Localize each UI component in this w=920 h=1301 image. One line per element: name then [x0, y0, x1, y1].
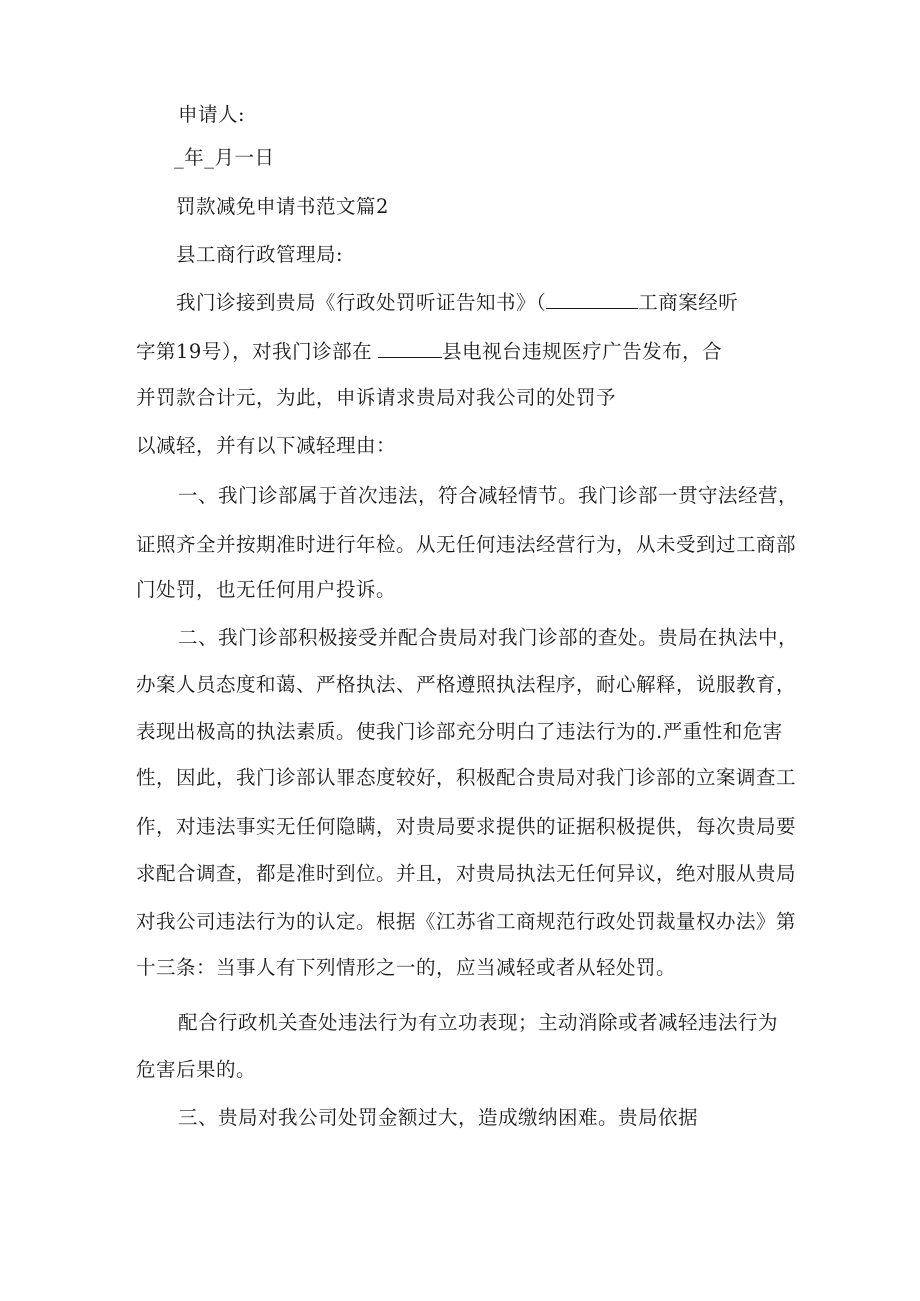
reason2-line-5: 作，对违法事实无任何隐瞒，对贵局要求提供的证据积极提供，每次贵局要: [136, 815, 797, 838]
date-line: _年_月一日: [174, 146, 275, 169]
reason2-line-2: 办案人员态度和蔼、严格执法、严格遵照执法程序，耐心解释，说服教育，: [136, 673, 797, 696]
reason2-line-7: 对我公司违法行为的认定。根据《江苏省工商规范行政处罚裁量权办法》第: [136, 910, 797, 933]
intro-line-1-tail: 工商案经听: [638, 291, 739, 314]
reason1-line-3: 门处罚，也无任何用户投诉。: [136, 578, 397, 601]
intro-line-2: [136, 339, 722, 364]
clause-line-2: 危害后果的。: [136, 1058, 257, 1081]
intro-line-4: 以减轻，并有以下减轻理由：: [136, 434, 397, 457]
intro-line-1: [176, 290, 738, 315]
reason2-line-8: 十三条：当事人有下列情形之一的，应当减轻或者从轻处罚。: [136, 956, 677, 979]
case-number-blank: [546, 290, 638, 309]
intro-line-2-text: 字第19号），对我门诊部在: [136, 340, 373, 363]
county-blank: [378, 339, 442, 358]
intro-line-2-tail: 县电视台违规医疗广告发布，合: [442, 340, 723, 363]
reason2-line-1: 二、我门诊部积极接受并配合贵局对我门诊部的查处。贵局在执法中，: [178, 626, 799, 649]
clause-line-1: 配合行政机关查处违法行为有立功表现；主动消除或者减轻违法行为: [178, 1011, 779, 1034]
applicant-label: 申请人:: [178, 103, 246, 126]
reason2-line-6: 求配合调查，都是准时到位。并且，对贵局执法无任何异议，绝对服从贵局: [136, 862, 797, 885]
article-heading: 罚款减免申请书范文篇2: [176, 195, 389, 218]
reason3-line-1: 三、贵局对我公司处罚金额过大，造成缴纳困难。贵局依据: [178, 1106, 699, 1129]
intro-line-3: 并罚款合计元，为此，申诉请求贵局对我公司的处罚予: [136, 386, 617, 409]
addressee: 县工商行政管理局:: [176, 243, 344, 266]
reason1-line-1: 一、我门诊部属于首次违法，符合减轻情节。我门诊部一贯守法经营，: [178, 484, 799, 507]
reason2-line-4: 性，因此，我门诊部认罪态度较好，积极配合贵局对我门诊部的立案调查工: [136, 766, 797, 789]
reason2-line-3: 表现出极高的执法素质。使我门诊部充分明白了违法行为的.严重性和危害: [136, 720, 783, 743]
intro-line-1-text: 我门诊接到贵局《行政处罚听证告知书》（: [176, 291, 547, 314]
reason1-line-2: 证照齐全并按期准时进行年检。从无任何违法经营行为，从未受到过工商部: [136, 533, 797, 556]
